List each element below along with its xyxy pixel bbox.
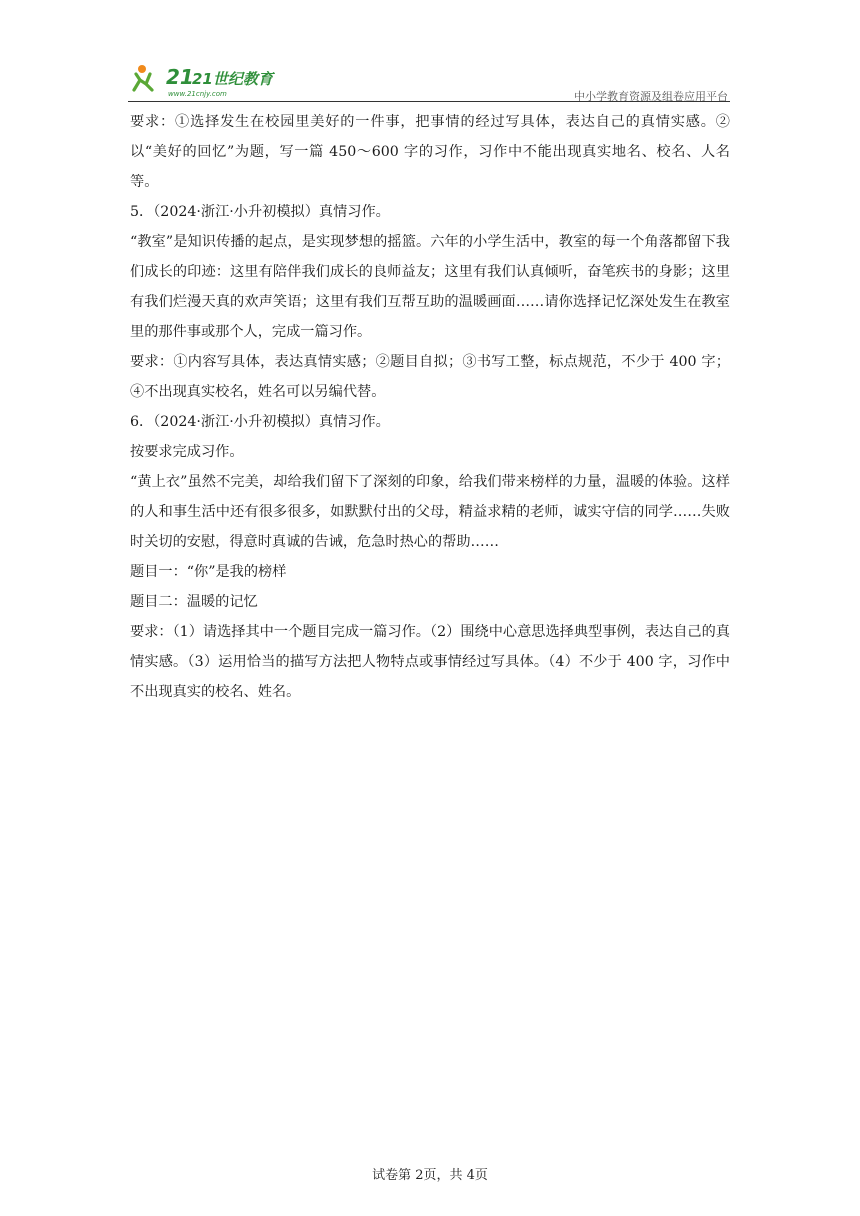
svg-text:21: 21 <box>166 65 194 89</box>
svg-text:www.21cnjy.com: www.21cnjy.com <box>168 90 227 98</box>
question-5-requirements: 要求：①内容写具体，表达真情实感；②题目自拟；③书写工整，标点规范，不少于 400 字；④不出现真实校名，姓名可以另编代替。 <box>130 354 730 400</box>
header-divider <box>128 101 730 102</box>
platform-tagline: 中小学教育资源及组卷应用平台 <box>574 90 728 103</box>
page-header <box>128 60 730 102</box>
question-6-heading: 6．（2024·浙江·小升初模拟）真情习作。 <box>130 414 390 430</box>
requirement-paragraph: 要求：①选择发生在校园里美好的一件事，把事情的经过写具体，表达自己的真情实感。②以“美好的回忆”为题，写一篇 450～600 字的习作，习作中不能出现真实地名、校名、人名等。 <box>130 114 730 190</box>
topic-one: 题目一：“你”是我的榜样 <box>130 564 287 580</box>
document-body <box>130 107 730 707</box>
page-footer: 试卷第 2页，共 4页 <box>372 1168 488 1183</box>
question-6-instruction: 按要求完成习作。 <box>130 444 244 460</box>
topic-two: 题目二：温暖的记忆 <box>130 594 258 610</box>
question-5-heading: 5．（2024·浙江·小升初模拟）真情习作。 <box>130 204 390 220</box>
question-6-requirements: 要求：（1）请选择其中一个题目完成一篇习作。（2）围绕中心意思选择典型事例，表达自己的真情实感。（3）运用恰当的描写方法把人物特点或事情经过写具体。（4）不少于 400 字，习作中不出现真实的校名、姓名。 <box>130 624 730 700</box>
21cnjy-logo <box>128 60 288 100</box>
question-5-prompt: “教室”是知识传播的起点，是实现梦想的摇篮。六年的小学生活中，教室的每一个角落都留下我们成长的印迹：这里有陪伴我们成长的良师益友；这里有我们认真倾听，奋笔疾书的身影；这里有我们烂漫天真的欢声笑语；这里有我们互帮互助的温暖画面……请你选择记忆深处发生在教室里的那件事或那个人，完成一篇习作。 <box>130 234 730 340</box>
svg-text:21世纪教育: 21世纪教育 <box>192 70 273 88</box>
question-6-prompt: “黄上衣”虽然不完美，却给我们留下了深刻的印象，给我们带来榜样的力量，温暖的体验。这样的人和事生活中还有很多很多，如默默付出的父母，精益求精的老师，诚实守信的同学……失败时关切的安慰，得意时真诚的告诫，危急时热心的帮助…… <box>130 474 730 550</box>
